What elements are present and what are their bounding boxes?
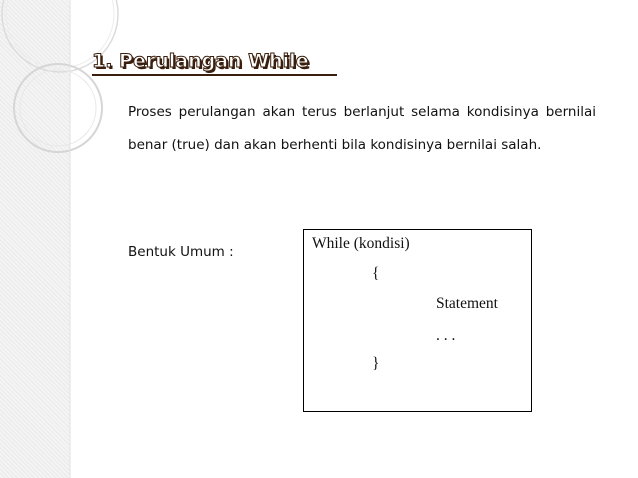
slide-title: 1. Perulangan While [92, 50, 309, 72]
decor-circle-small [14, 64, 102, 152]
description-paragraph: Proses perulangan akan terus berlanjut selama kondisinya bernilai benar (true) dan akan berhenti bila kondisinya bernilai salah. [128, 104, 596, 153]
code-open-brace: { [372, 265, 380, 282]
code-statement: Statement [436, 295, 498, 312]
code-ellipsis: . . . [436, 327, 456, 344]
code-close-brace: } [372, 355, 380, 372]
general-form-label: Bentuk Umum : [128, 244, 234, 260]
title-underline [92, 74, 337, 76]
code-while-line: While (kondisi) [312, 235, 410, 252]
syntax-box [303, 229, 532, 412]
decor-circle-small-inner [20, 70, 96, 146]
